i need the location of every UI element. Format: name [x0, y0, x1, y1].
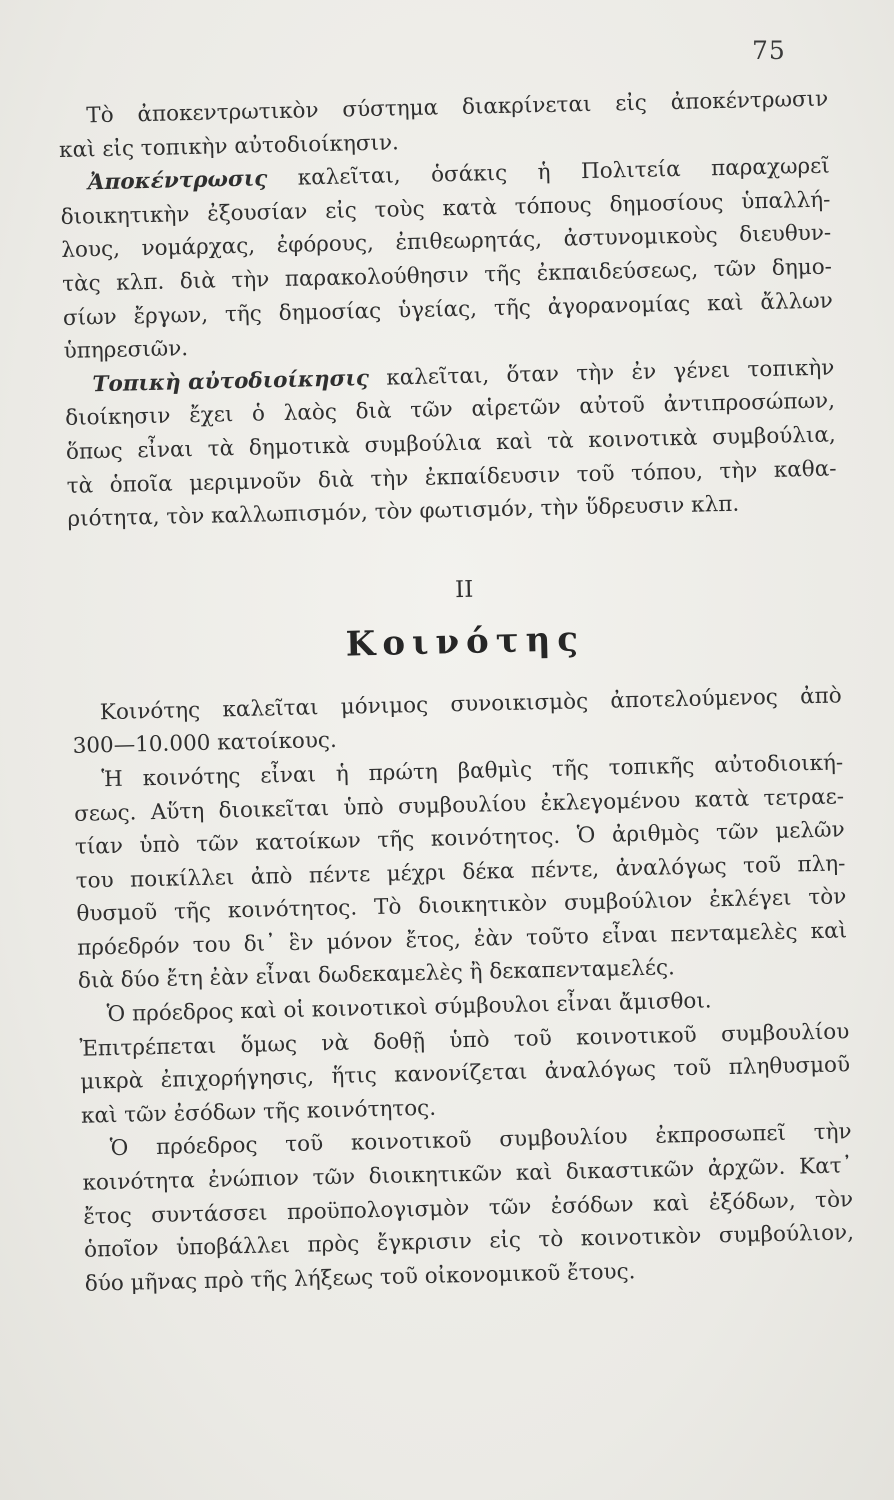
text-line: διοίκησιν ἔχει ὁ λαὸς διὰ τῶν αἱρετῶν αὐτοῦ ἀντιπροσώπων,: [64, 388, 836, 432]
text-line: Ὁ πρόεδρος καὶ οἱ κοινοτικοὶ σύμβουλοι εἶναι ἄμισθοι.: [106, 988, 712, 1028]
text-line: Ἡ κοινότης εἶναι ἡ πρώτη βαθμὶς τῆς τοπικῆς αὐτοδιοική-: [101, 750, 844, 793]
text-line: τίαν ὑπὸ τῶν κατοίκων τῆς κοινότητος. Ὁ ἀριθμὸς τῶν μελῶν: [74, 817, 845, 860]
page-number: 75: [752, 36, 786, 65]
text-line: Τοπικὴ αὐτοδιοίκησις καλεῖται, ὅταν τὴν ἐν γένει τοπικὴν: [64, 351, 835, 402]
text-line: τὰς κλπ. διὰ τὴν παρακολούθησιν τῆς ἐκπαιδεύσεως, τῶν δημο-: [61, 254, 833, 297]
term-local-self-government: Τοπικὴ αὐτοδιοίκησις: [92, 365, 370, 398]
text-line: καὶ εἰς τοπικὴν αὐτοδιοίκησιν.: [58, 129, 400, 163]
text-line: θυσμοῦ τῆς κοινότητος. Τὸ διοικητικὸν συμβούλιον ἐκλέγει τὸν: [76, 884, 847, 928]
text-line: 300—10.000 κατοίκους.: [72, 728, 338, 760]
text-line: ἔτος συντάσσει προϋπολογισμὸν τῶν ἐσόδων καὶ ἐξόδων, τὸν: [83, 1186, 854, 1230]
text-line: καὶ τῶν ἐσόδων τῆς κοινότητος.: [80, 1095, 437, 1129]
section-title: Κοινότης: [345, 618, 586, 665]
text-line: λους, νομάρχας, ἐφόρους, ἐπιθεωρητάς, ἀστυνομικοὺς διευθυν-: [61, 220, 832, 264]
term-decentralization: Ἀποκέντρωσις: [87, 166, 268, 196]
text-line: διὰ δύο ἔτη ἐὰν εἶναι δωδεκαμελὲς ἢ δεκαπενταμελές.: [77, 955, 676, 995]
text-line: σεως. Αὕτη διοικεῖται ὑπὸ συμβουλίου ἐκλεγομένου κατὰ τετραε-: [73, 783, 845, 827]
text-line: Ἀποκέντρωσις καλεῖται, ὁσάκις ἡ Πολιτεία παραχωρεῖ: [60, 150, 831, 201]
body-text: [58, 83, 855, 1302]
text-line: διοικητικὴν ἐξουσίαν εἰς τοὺς κατὰ τόπους δημοσίους ὑπαλλή-: [60, 187, 831, 230]
text-line: ὑπηρεσιῶν.: [63, 336, 189, 365]
text-line: ὁποῖον ὑποβάλλει πρὸς ἔγκρισιν εἰς τὸ κοινοτικὸν συμβούλιον,: [83, 1220, 855, 1263]
text-line: Ἐπιτρέπεται ὅμως νὰ δοθῇ ὑπὸ τοῦ κοινοτικοῦ συμβουλίου: [79, 1018, 850, 1062]
text-line: δύο μῆνας πρὸ τῆς λήξεως τοῦ οἰκονομικοῦ ἔτους.: [84, 1259, 636, 1297]
text-line: τὰ ὁποῖα μεριμνοῦν διὰ τὴν ἐκπαίδευσιν τοῦ τόπου, τὴν καθα-: [66, 455, 837, 499]
text-line: σίων ἔργων, τῆς δημοσίας ὑγείας, τῆς ἀγορανομίας καὶ ἄλλων: [62, 288, 834, 331]
text-line: του ποικίλλει ἀπὸ πέντε μέχρι δέκα πέντε, ἀναλόγως τοῦ πλη-: [75, 851, 846, 894]
section-number: II: [454, 576, 474, 603]
text-line: μικρὰ ἐπιχορήγησις, ἥτις κανονίζεται ἀναλόγως τοῦ πληθυσμοῦ: [80, 1052, 851, 1095]
text-line: ριότητα, τὸν καλλωπισμόν, τὸν φωτισμόν, τὴν ὕδρευσιν κλπ.: [67, 491, 740, 533]
text-line: Κοινότης καλεῖται μόνιμος συνοικισμὸς ἀποτελούμενος ἀπὸ: [99, 683, 842, 725]
text-line: ὅπως εἶναι τὰ δημοτικὰ συμβούλια καὶ τὰ κοινοτικὰ συμβούλια,: [65, 422, 837, 465]
text-line: πρόεδρόν του δι᾽ ἓν μόνον ἔτος, ἐὰν τοῦτο εἶναι πενταμελὲς καὶ: [76, 918, 848, 961]
text-line: Ὁ πρόεδρος τοῦ κοινοτικοῦ συμβουλίου ἐκπροσωπεῖ τὴν: [109, 1119, 852, 1162]
text-line: Τὸ ἀποκεντρωτικὸν σύστημα διακρίνεται εἰς ἀποκέντρωσιν: [86, 86, 829, 129]
text-line: κοινότητα ἐνώπιον τῶν διοικητικῶν καὶ δικαστικῶν ἀρχῶν. Κατ᾽: [82, 1153, 853, 1196]
